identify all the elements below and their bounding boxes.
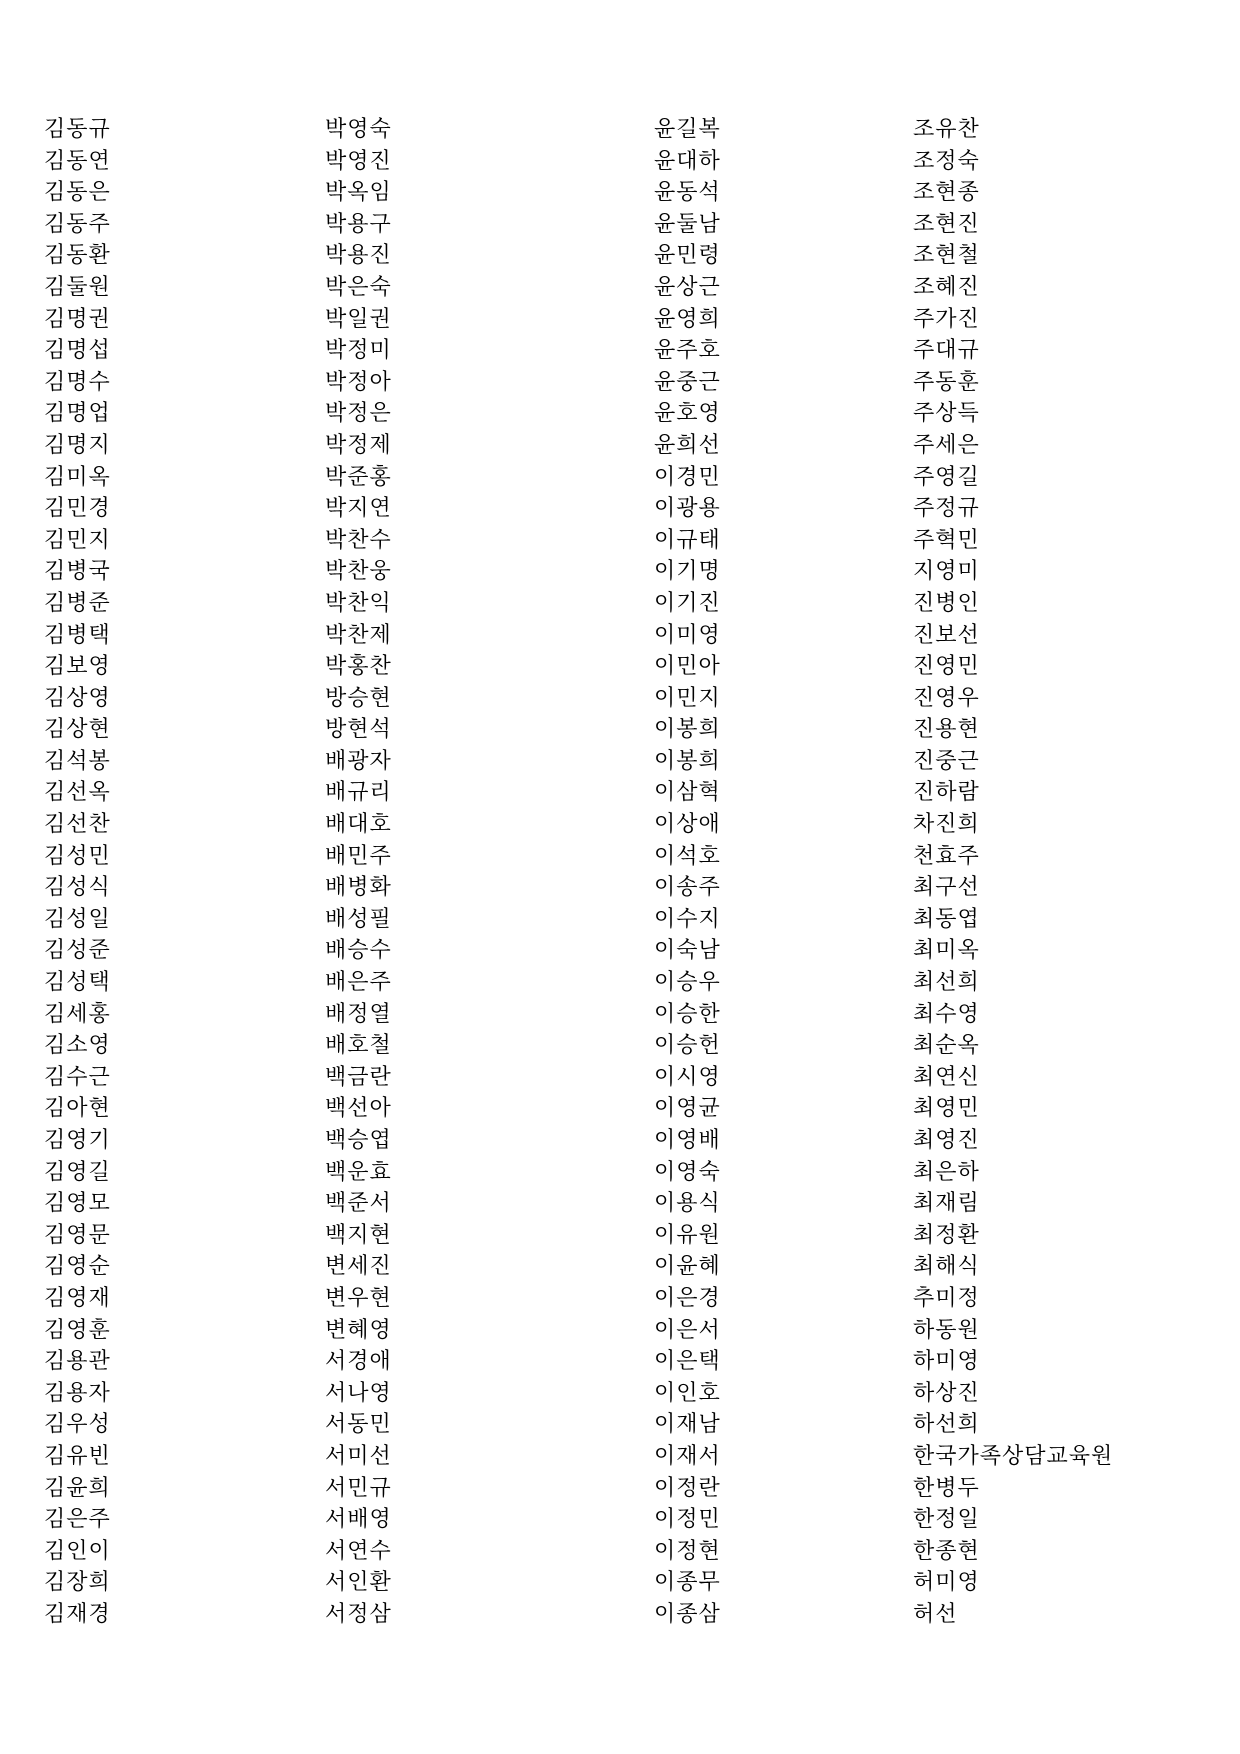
name-entry: 이인호 [654, 1380, 721, 1406]
name-entry: 지영미 [913, 559, 980, 585]
name-entry: 허선 [913, 1601, 958, 1627]
name-entry: 김병국 [44, 559, 111, 585]
name-entry: 주세은 [913, 432, 980, 458]
name-entry: 변세진 [325, 1254, 392, 1280]
name-entry: 이정민 [654, 1507, 721, 1533]
name-entry: 진중근 [913, 748, 980, 774]
name-entry: 윤민령 [654, 243, 721, 269]
name-entry: 진병인 [913, 590, 980, 616]
name-entry: 하동원 [913, 1317, 980, 1343]
name-entry: 이기명 [654, 559, 721, 585]
name-entry: 이석호 [654, 843, 721, 869]
name-entry: 백금란 [325, 1064, 392, 1090]
name-entry: 박지연 [325, 496, 392, 522]
name-entry: 서경애 [325, 1349, 392, 1375]
name-entry: 윤영희 [654, 306, 721, 332]
name-entry: 한국가족상담교육원 [913, 1443, 1114, 1469]
name-entry: 윤희선 [654, 432, 721, 458]
name-entry: 박홍찬 [325, 654, 392, 680]
name-entry: 이민지 [654, 685, 721, 711]
name-entry: 배민주 [325, 843, 392, 869]
name-entry: 윤동석 [654, 180, 721, 206]
name-entry: 백준서 [325, 1191, 392, 1217]
name-column-2 [325, 114, 392, 1631]
name-entry: 조혜진 [913, 274, 980, 300]
name-entry: 박영숙 [325, 117, 392, 142]
name-entry: 이윤혜 [654, 1254, 721, 1280]
name-entry: 진하람 [913, 780, 980, 806]
name-entry: 한병두 [913, 1475, 980, 1501]
name-entry: 김영모 [44, 1191, 111, 1217]
name-entry: 이기진 [654, 590, 721, 616]
name-entry: 최순옥 [913, 1033, 980, 1059]
name-entry: 이영숙 [654, 1159, 721, 1185]
name-entry: 김상현 [44, 717, 111, 743]
name-entry: 최미옥 [913, 938, 980, 964]
name-entry: 이미영 [654, 622, 721, 648]
name-entry: 김영문 [44, 1222, 111, 1248]
name-entry: 이종무 [654, 1570, 721, 1596]
name-entry: 김영재 [44, 1285, 111, 1311]
name-entry: 배광자 [325, 748, 392, 774]
name-entry: 김민경 [44, 496, 111, 522]
name-entry: 박용구 [325, 211, 392, 237]
name-entry: 최정환 [913, 1222, 980, 1248]
name-entry: 백지현 [325, 1222, 392, 1248]
name-entry: 박정미 [325, 338, 392, 364]
name-entry: 박찬웅 [325, 559, 392, 585]
name-entry: 박정제 [325, 432, 392, 458]
name-entry: 서동민 [325, 1412, 392, 1438]
name-entry: 박은숙 [325, 274, 392, 300]
name-entry: 주혁민 [913, 527, 980, 553]
name-entry: 이봉희 [654, 717, 721, 743]
name-entry: 주영길 [913, 464, 980, 490]
name-entry: 최영진 [913, 1128, 980, 1153]
name-column-3 [654, 114, 721, 1631]
name-entry: 박정은 [325, 401, 392, 427]
name-entry: 윤상근 [654, 274, 721, 300]
name-entry: 김명섭 [44, 338, 111, 364]
name-entry: 진보선 [913, 622, 980, 648]
name-entry: 박찬제 [325, 622, 392, 648]
name-entry: 김동규 [44, 117, 111, 142]
name-entry: 배은주 [325, 970, 392, 996]
name-entry: 이유원 [654, 1222, 721, 1248]
name-entry: 이승헌 [654, 1033, 721, 1059]
name-entry: 김은주 [44, 1507, 111, 1533]
name-entry: 김성식 [44, 875, 111, 901]
name-entry: 서민규 [325, 1475, 392, 1501]
name-entry: 김석봉 [44, 748, 111, 774]
name-entry: 박옥임 [325, 180, 392, 206]
name-entry: 이삼혁 [654, 780, 721, 806]
name-entry: 최재림 [913, 1191, 980, 1217]
name-entry: 서나영 [325, 1380, 392, 1406]
name-entry: 조유찬 [913, 117, 980, 142]
name-entry: 이승우 [654, 970, 721, 996]
name-entry: 변혜영 [325, 1317, 392, 1343]
name-entry: 김용자 [44, 1380, 111, 1406]
name-entry: 최동엽 [913, 906, 980, 932]
name-entry: 서미선 [325, 1443, 392, 1469]
name-entry: 최선희 [913, 970, 980, 996]
name-entry: 배호철 [325, 1033, 392, 1059]
name-entry: 이은택 [654, 1349, 721, 1375]
name-entry: 최해식 [913, 1254, 980, 1280]
name-entry: 배정열 [325, 1001, 392, 1027]
name-entry: 이봉희 [654, 748, 721, 774]
name-entry: 김미옥 [44, 464, 111, 490]
name-entry: 김동은 [44, 180, 111, 206]
name-entry: 한정일 [913, 1507, 980, 1533]
name-entry: 김아현 [44, 1096, 111, 1122]
name-entry: 최영민 [913, 1096, 980, 1122]
name-entry: 박찬익 [325, 590, 392, 616]
name-entry: 김둘원 [44, 274, 111, 300]
name-entry: 김동연 [44, 148, 111, 174]
name-entry: 김명수 [44, 369, 111, 395]
name-entry: 주상득 [913, 401, 980, 427]
name-column-1 [44, 114, 111, 1631]
name-entry: 이민아 [654, 654, 721, 680]
name-column-4 [913, 114, 1113, 1631]
name-entry: 이경민 [654, 464, 721, 490]
name-entry: 이시영 [654, 1064, 721, 1090]
name-entry: 추미정 [913, 1285, 980, 1311]
name-entry: 김수근 [44, 1064, 111, 1090]
name-entry: 허미영 [913, 1570, 980, 1596]
name-entry: 진영우 [913, 685, 980, 711]
name-entry: 김민지 [44, 527, 111, 553]
name-entry: 윤대하 [654, 148, 721, 174]
name-entry: 최은하 [913, 1159, 980, 1185]
name-entry: 김성준 [44, 938, 111, 964]
name-entry: 박영진 [325, 148, 392, 174]
name-entry: 윤호영 [654, 401, 721, 427]
name-entry: 김동주 [44, 211, 111, 237]
name-entry: 서연수 [325, 1538, 392, 1564]
name-entry: 주동훈 [913, 369, 980, 395]
name-entry: 이상애 [654, 812, 721, 838]
name-entry: 김영순 [44, 1254, 111, 1280]
name-entry: 김재경 [44, 1601, 111, 1627]
name-entry: 하선희 [913, 1412, 980, 1438]
name-entry: 백선아 [325, 1096, 392, 1122]
name-entry: 하상진 [913, 1380, 980, 1406]
name-entry: 김윤희 [44, 1475, 111, 1501]
name-entry: 박준홍 [325, 464, 392, 490]
name-entry: 박용진 [325, 243, 392, 269]
name-entry: 김성민 [44, 843, 111, 869]
name-entry: 서인환 [325, 1570, 392, 1596]
name-entry: 천효주 [913, 843, 980, 869]
name-entry: 김병준 [44, 590, 111, 616]
name-entry: 이은경 [654, 1285, 721, 1311]
name-entry: 서정삼 [325, 1601, 392, 1627]
name-entry: 이광용 [654, 496, 721, 522]
name-entry: 이재서 [654, 1443, 721, 1469]
name-entry: 하미영 [913, 1349, 980, 1375]
name-entry: 김선찬 [44, 812, 111, 838]
name-entry: 윤둘남 [654, 211, 721, 237]
name-entry: 김명업 [44, 401, 111, 427]
name-entry: 김성일 [44, 906, 111, 932]
name-entry: 백승엽 [325, 1128, 392, 1153]
name-entry: 이송주 [654, 875, 721, 901]
name-entry: 이재남 [654, 1412, 721, 1438]
name-entry: 김영훈 [44, 1317, 111, 1343]
name-entry: 이승한 [654, 1001, 721, 1027]
name-entry: 방승현 [325, 685, 392, 711]
name-entry: 차진희 [913, 812, 980, 838]
name-entry: 조현철 [913, 243, 980, 269]
name-entry: 김인이 [44, 1538, 111, 1564]
name-entry: 최연신 [913, 1064, 980, 1090]
name-entry: 배병화 [325, 875, 392, 901]
name-entry: 김명권 [44, 306, 111, 332]
name-entry: 김소영 [44, 1033, 111, 1059]
name-entry: 서배영 [325, 1507, 392, 1533]
name-entry: 배성필 [325, 906, 392, 932]
name-entry: 이은서 [654, 1317, 721, 1343]
name-entry: 이정란 [654, 1475, 721, 1501]
name-entry: 김명지 [44, 432, 111, 458]
name-entry: 이규태 [654, 527, 721, 553]
name-entry: 김동환 [44, 243, 111, 269]
name-entry: 윤길복 [654, 117, 721, 142]
name-entry: 이종삼 [654, 1601, 721, 1627]
name-entry: 주가진 [913, 306, 980, 332]
name-entry: 최구선 [913, 875, 980, 901]
name-entry: 김용관 [44, 1349, 111, 1375]
name-entry: 이수지 [654, 906, 721, 932]
name-entry: 주정규 [913, 496, 980, 522]
name-entry: 진용현 [913, 717, 980, 743]
name-entry: 김장희 [44, 1570, 111, 1596]
name-entry: 윤주호 [654, 338, 721, 364]
name-entry: 김성택 [44, 970, 111, 996]
name-entry: 주대규 [913, 338, 980, 364]
name-entry: 진영민 [913, 654, 980, 680]
name-entry: 조현진 [913, 211, 980, 237]
name-entry: 김영기 [44, 1128, 111, 1153]
name-entry: 백운효 [325, 1159, 392, 1185]
name-entry: 김상영 [44, 685, 111, 711]
name-entry: 배대호 [325, 812, 392, 838]
name-entry: 박찬수 [325, 527, 392, 553]
name-entry: 김선옥 [44, 780, 111, 806]
name-entry: 윤중근 [654, 369, 721, 395]
name-entry: 김유빈 [44, 1443, 111, 1469]
name-entry: 방현석 [325, 717, 392, 743]
name-entry: 변우현 [325, 1285, 392, 1311]
name-entry: 이영배 [654, 1128, 721, 1153]
name-entry: 김병택 [44, 622, 111, 648]
name-entry: 김보영 [44, 654, 111, 680]
name-entry: 배승수 [325, 938, 392, 964]
name-entry: 김우성 [44, 1412, 111, 1438]
name-entry: 김영길 [44, 1159, 111, 1185]
name-entry: 조정숙 [913, 148, 980, 174]
name-entry: 박정아 [325, 369, 392, 395]
name-entry: 배규리 [325, 780, 392, 806]
name-entry: 이영균 [654, 1096, 721, 1122]
name-entry: 이용식 [654, 1191, 721, 1217]
name-entry: 박일권 [325, 306, 392, 332]
name-entry: 이숙남 [654, 938, 721, 964]
name-entry: 조현종 [913, 180, 980, 206]
name-entry: 최수영 [913, 1001, 980, 1027]
name-entry: 이정현 [654, 1538, 721, 1564]
name-entry: 김세홍 [44, 1001, 111, 1027]
name-entry: 한종현 [913, 1538, 980, 1564]
